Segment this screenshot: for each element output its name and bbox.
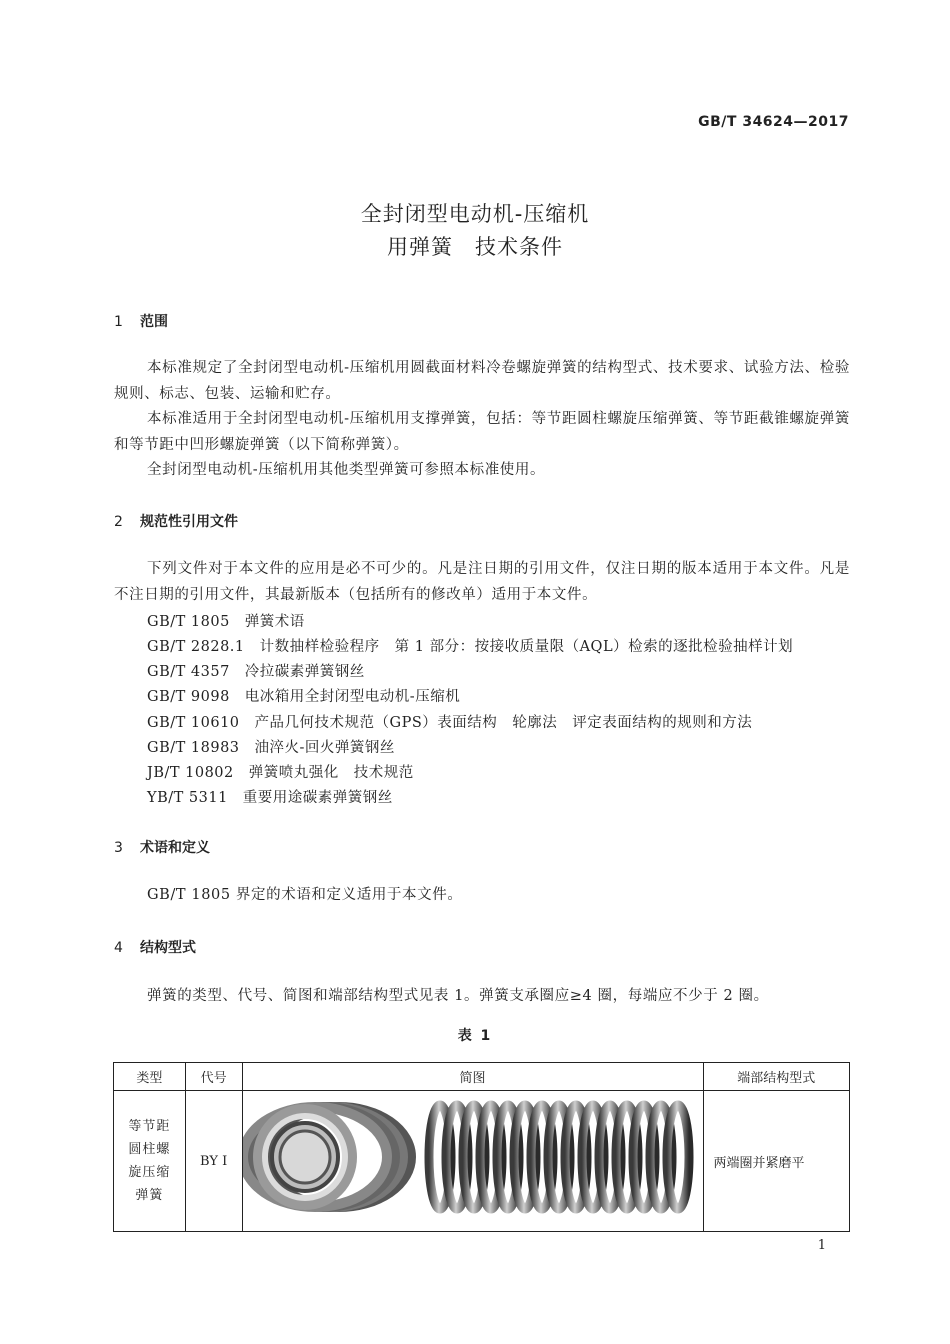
column-header-code: 代号 xyxy=(185,1063,242,1091)
table-header-row xyxy=(114,1063,850,1091)
column-header-end-form: 端部结构型式 xyxy=(703,1063,849,1091)
table-caption: 表 1 xyxy=(457,1028,493,1044)
section-number: 1 xyxy=(114,314,123,330)
document-title-line1: 全封闭型电动机-压缩机 xyxy=(360,202,590,226)
spring-end-view xyxy=(243,1107,411,1207)
section-heading-2 xyxy=(114,511,238,531)
type-cell xyxy=(114,1091,186,1232)
section-title: 结构型式 xyxy=(140,940,196,956)
scope-paragraph-1: 本标准规定了全封闭型电动机-压缩机用圆截面材料冷卷螺旋弹簧的结构型式、技术要求、试验方法、检验规则、标志、包装、运输和贮存。 xyxy=(114,360,850,402)
reference-item: GB/T 18983 油淬火-回火弹簧钢丝 xyxy=(147,740,395,756)
diagram-cell xyxy=(242,1091,703,1232)
spring-type-table xyxy=(113,1062,850,1232)
reference-item: YB/T 5311 重要用途碳素弹簧钢丝 xyxy=(147,790,393,806)
reference-item: GB/T 1805 弹簧术语 xyxy=(147,614,305,630)
section-title: 术语和定义 xyxy=(140,840,210,856)
terms-paragraph: GB/T 1805 界定的术语和定义适用于本文件。 xyxy=(147,887,463,903)
scope-paragraph-3: 全封闭型电动机-压缩机用其他类型弹簧可参照本标准使用。 xyxy=(147,462,546,478)
column-header-diagram: 简图 xyxy=(242,1063,703,1091)
type-line: 圆柱螺 xyxy=(128,1142,171,1157)
end-form-cell: 两端圈并紧磨平 xyxy=(703,1091,849,1232)
code-cell: BY I xyxy=(185,1091,242,1232)
table-row xyxy=(114,1091,850,1232)
section-number: 2 xyxy=(114,514,123,530)
section-heading-1 xyxy=(114,311,168,331)
type-line: 旋压缩 xyxy=(128,1165,171,1180)
scope-paragraph-2: 本标准适用于全封闭型电动机-压缩机用支撑弹簧，包括：等节距圆柱螺旋压缩弹簧、等节距截锥螺旋弹簧和等节距中凹形螺旋弹簧（以下简称弹簧）。 xyxy=(114,411,850,453)
section-heading-4 xyxy=(114,937,196,957)
type-line: 等节距 xyxy=(128,1119,171,1134)
type-line: 弹簧 xyxy=(135,1188,164,1203)
reference-item: GB/T 10610 产品几何技术规范（GPS）表面结构 轮廓法 评定表面结构的规则和方法 xyxy=(147,715,753,731)
section-number: 4 xyxy=(114,940,123,956)
structure-paragraph: 弹簧的类型、代号、简图和端部结构型式见表 1。弹簧支承圈应≥4 圈，每端应不少于 2 圈。 xyxy=(147,988,769,1004)
standard-code: GB/T 34624—2017 xyxy=(698,114,849,130)
reference-item: GB/T 2828.1 计数抽样检验程序 第 1 部分：按接收质量限（AQL）检索的逐批检验抽样计划 xyxy=(147,639,794,655)
spring-diagram xyxy=(243,1091,702,1227)
reference-item: JB/T 10802 弹簧喷丸强化 技术规范 xyxy=(147,765,414,781)
column-header-type: 类型 xyxy=(114,1063,186,1091)
spring-side-view xyxy=(429,1105,689,1209)
reference-item: GB/T 9098 电冰箱用全封闭型电动机-压缩机 xyxy=(147,689,461,705)
section-number: 3 xyxy=(114,840,123,856)
section-heading-3 xyxy=(114,837,210,857)
section-title: 规范性引用文件 xyxy=(140,514,238,530)
document-title-line2: 用弹簧 技术条件 xyxy=(387,235,563,259)
normative-intro: 下列文件对于本文件的应用是必不可少的。凡是注日期的引用文件，仅注日期的版本适用于本文件。凡是不注日期的引用文件，其最新版本（包括所有的修改单）适用于本文件。 xyxy=(114,561,850,603)
section-title: 范围 xyxy=(140,314,168,330)
page-number: 1 xyxy=(817,1238,826,1253)
reference-item: GB/T 4357 冷拉碳素弹簧钢丝 xyxy=(147,664,365,680)
